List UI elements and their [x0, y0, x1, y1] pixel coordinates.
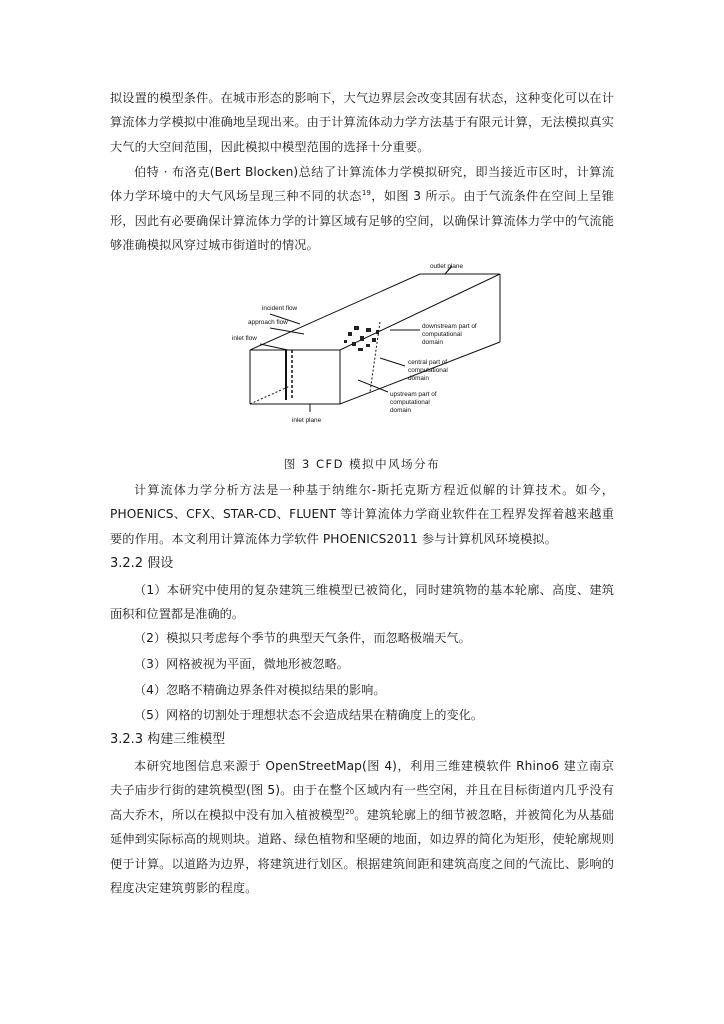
paragraph-3d-model-text-a: 本研究地图信息来源于 OpenStreetMap(图 4)，利用三维建模软件 Rhino6 建立南京夫子庙步行街的建筑模型(图 5)。由于在整个区域内有一些空闲，并且在目标街道内几乎没有高大乔木，所以在模拟中没有加入植被模型	[110, 759, 614, 822]
label-central-2: computational	[408, 367, 448, 374]
assumption-5: （5）网格的切割处于理想状态不会造成结果在精确度上的变化。	[134, 708, 484, 722]
heading-3-2-2: 3.2.2 假设	[110, 556, 174, 571]
label-downstream-3: domain	[422, 339, 443, 346]
label-incident-flow: incident flow	[262, 305, 298, 312]
citation-19: 19	[361, 189, 371, 198]
assumption-2: （2）模拟只考虑每个季节的典型天气条件，而忽略极端天气。	[134, 631, 471, 645]
domain-hidden-edge	[250, 386, 290, 404]
figure-cfd-domain	[230, 262, 510, 432]
label-upstream-3: domain	[390, 407, 411, 414]
domain-bottom-edges	[250, 342, 500, 404]
figure-caption: 图 3 CFD 模拟中风场分布	[283, 457, 441, 471]
label-downstream-2: computational	[422, 331, 462, 338]
paragraph-model-conditions: 拟设置的模型条件。在城市形态的影响下，大气边界层会改变其固有状态，这种变化可以在计算流体力学模拟中准确地呈现出来。由于计算流体动力学方法基于有限元计算，无法模拟真实大气的大空间范围，因此模拟中模型范围的选择十分重要。	[110, 91, 614, 154]
citation-20: 20	[345, 807, 355, 816]
assumption-3: （3）网格被视为平面，微地形被忽略。	[134, 657, 349, 671]
paragraph-cfd-method: 计算流体力学分析方法是一种基于纳维尔-斯托克斯方程近似解的计算技术。如今，PHOENICS、CFX、STAR-CD、FLUENT 等计算流体力学商业软件在工程界发挥着越来越重要的作用。本文利用计算流体力学软件 PHOENICS2011 参与计算机风环境模拟。	[110, 483, 614, 546]
label-outlet-plane: outlet plane	[430, 263, 464, 270]
assumption-1: （1）本研究中使用的复杂建筑三维模型已被简化，同时建筑物的基本轮廓、高度、建筑面积和位置都是准确的。	[110, 583, 614, 622]
heading-3-2-3: 3.2.3 构建三维模型	[110, 732, 226, 747]
label-upstream-2: computational	[390, 399, 430, 406]
assumption-4: （4）忽略不精确边界条件对模拟结果的影响。	[134, 683, 386, 697]
paragraph-blocken	[110, 160, 614, 258]
paragraph-blocken-text-b: ，如图 3 所示。由于气流条件在空间上呈锥形，因此有必要确保计算流体力学的计算区域有足够的空间，以确保计算流体力学中的气流能够准确模拟风穿过城市街道时的情况。	[110, 189, 614, 253]
paragraph-3d-model-text-b: 。建筑轮廓上的细节被忽略，并被简化为从基础延伸到实际标高的规则块。道路、绿色植物和坚硬的地面，如边界的简化为矩形，使轮廓规则便于计算。以道路为边界，将建筑进行划区。根据建筑间距和建筑高度之间的气流比、影响的程度决定建筑剪影的程度。	[110, 807, 614, 896]
paragraph-3d-model	[110, 754, 614, 900]
label-downstream-1: downstream part of	[422, 323, 477, 330]
label-approach-flow: approach flow	[248, 319, 288, 326]
label-upstream-1: upstream part of	[390, 391, 437, 398]
label-inlet-plane: inlet plane	[292, 417, 322, 424]
label-inlet-flow: inlet flow	[232, 335, 257, 342]
building-cluster	[344, 326, 379, 351]
label-central-1: central part of	[408, 359, 448, 366]
paragraph-blocken-text-a: 伯特 · 布洛克(Bert Blocken)总结了计算流体力学模拟研究，即当接近市区时，计算流体力学环境中的大气风场呈现三种不同的状态	[110, 165, 614, 204]
label-central-3: domain	[408, 375, 429, 382]
